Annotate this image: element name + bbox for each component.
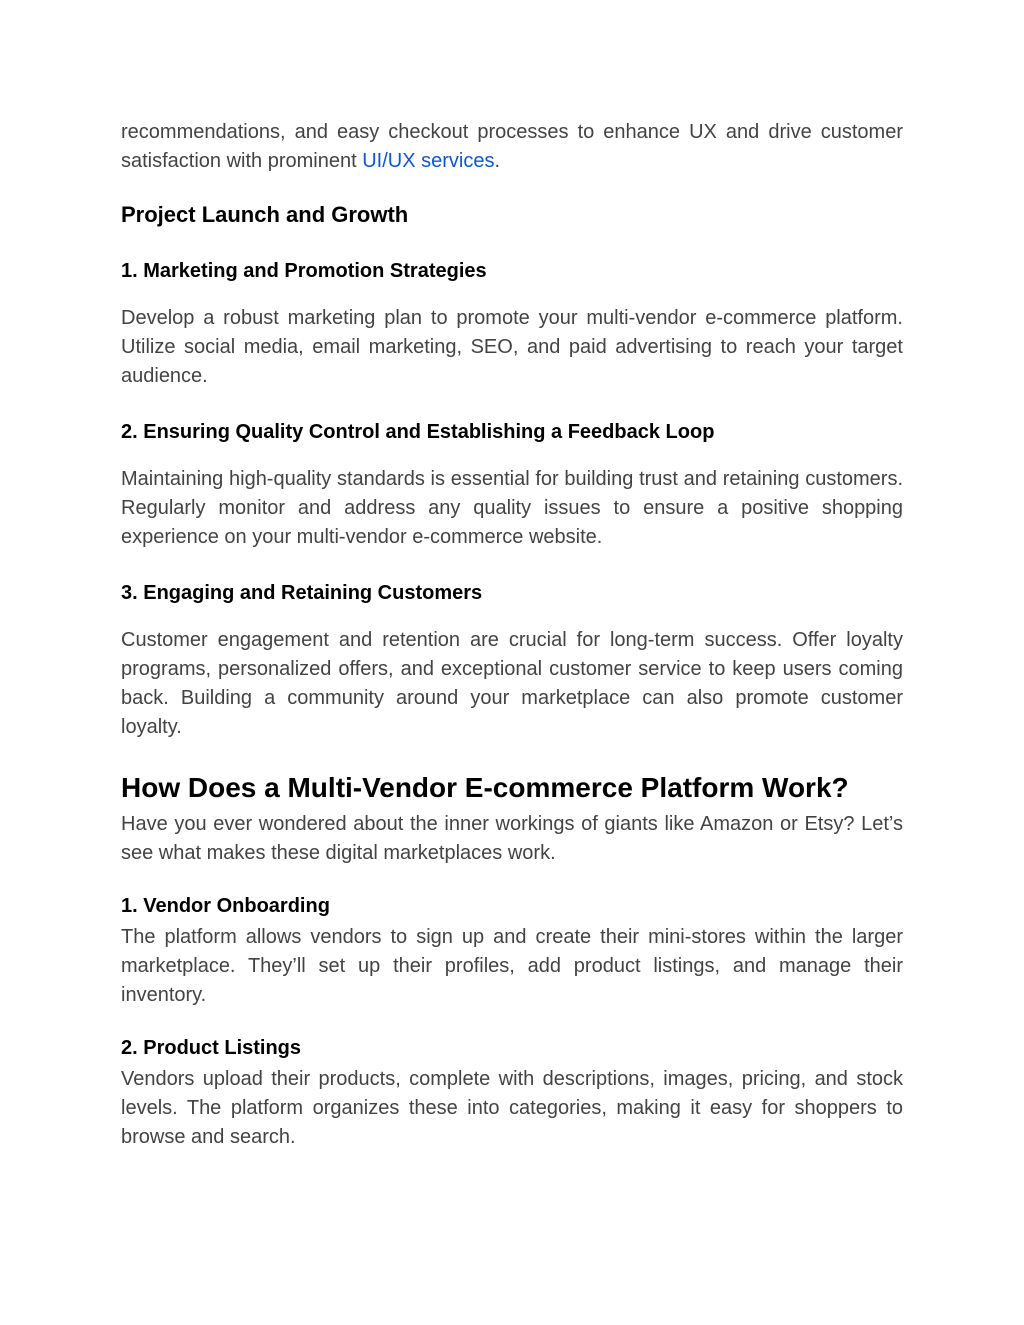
intro-text: recommendations, and easy checkout processes to enhance UX and drive customer satisfaction with prominent: [121, 121, 903, 172]
section-title-vendor-onboarding: 1. Vendor Onboarding: [121, 895, 330, 917]
document-page: [121, 118, 903, 1152]
section-body-quality: Maintaining high-quality standards is essential for building trust and retaining customers. Regularly monitor and address any quality issues to ensure a positive shopping experience on your multi-vendor e-commerce website.: [121, 468, 903, 548]
section-body-vendor-onboarding: The platform allows vendors to sign up and create their mini-stores within the larger marketplace. They’ll set up their profiles, add product listings, and manage their inventory.: [121, 926, 903, 1006]
section-body-marketing: Develop a robust marketing plan to promote your multi-vendor e-commerce platform. Utilize social media, email marketing, SEO, and paid advertising to reach your target audience.: [121, 307, 903, 387]
section-title-product-listings: 2. Product Listings: [121, 1037, 302, 1059]
section-body-engaging: Customer engagement and retention are crucial for long-term success. Offer loyalty programs, personalized offers, and exceptional customer service to keep users coming back. Building a community around your marketplace can also promote customer loyalty.: [121, 629, 903, 738]
how-intro: Have you ever wondered about the inner workings of giants like Amazon or Etsy? Let’s see what makes these digital marketplaces work.: [121, 813, 903, 864]
intro-period: .: [494, 150, 501, 172]
section-title-marketing: 1. Marketing and Promotion Strategies: [121, 260, 487, 282]
section-title-engaging: 3. Engaging and Retaining Customers: [121, 582, 483, 604]
intro-paragraph: [121, 118, 903, 176]
how-heading: How Does a Multi-Vendor E-commerce Platform Work?: [121, 772, 849, 803]
launch-heading: Project Launch and Growth: [121, 202, 409, 227]
section-body-product-listings: Vendors upload their products, complete with descriptions, images, pricing, and stock levels. The platform organizes these into categories, making it easy for shoppers to browse and search.: [121, 1068, 903, 1148]
uiux-services-link[interactable]: UI/UX services: [362, 150, 495, 172]
section-title-quality: 2. Ensuring Quality Control and Establishing a Feedback Loop: [121, 421, 715, 443]
